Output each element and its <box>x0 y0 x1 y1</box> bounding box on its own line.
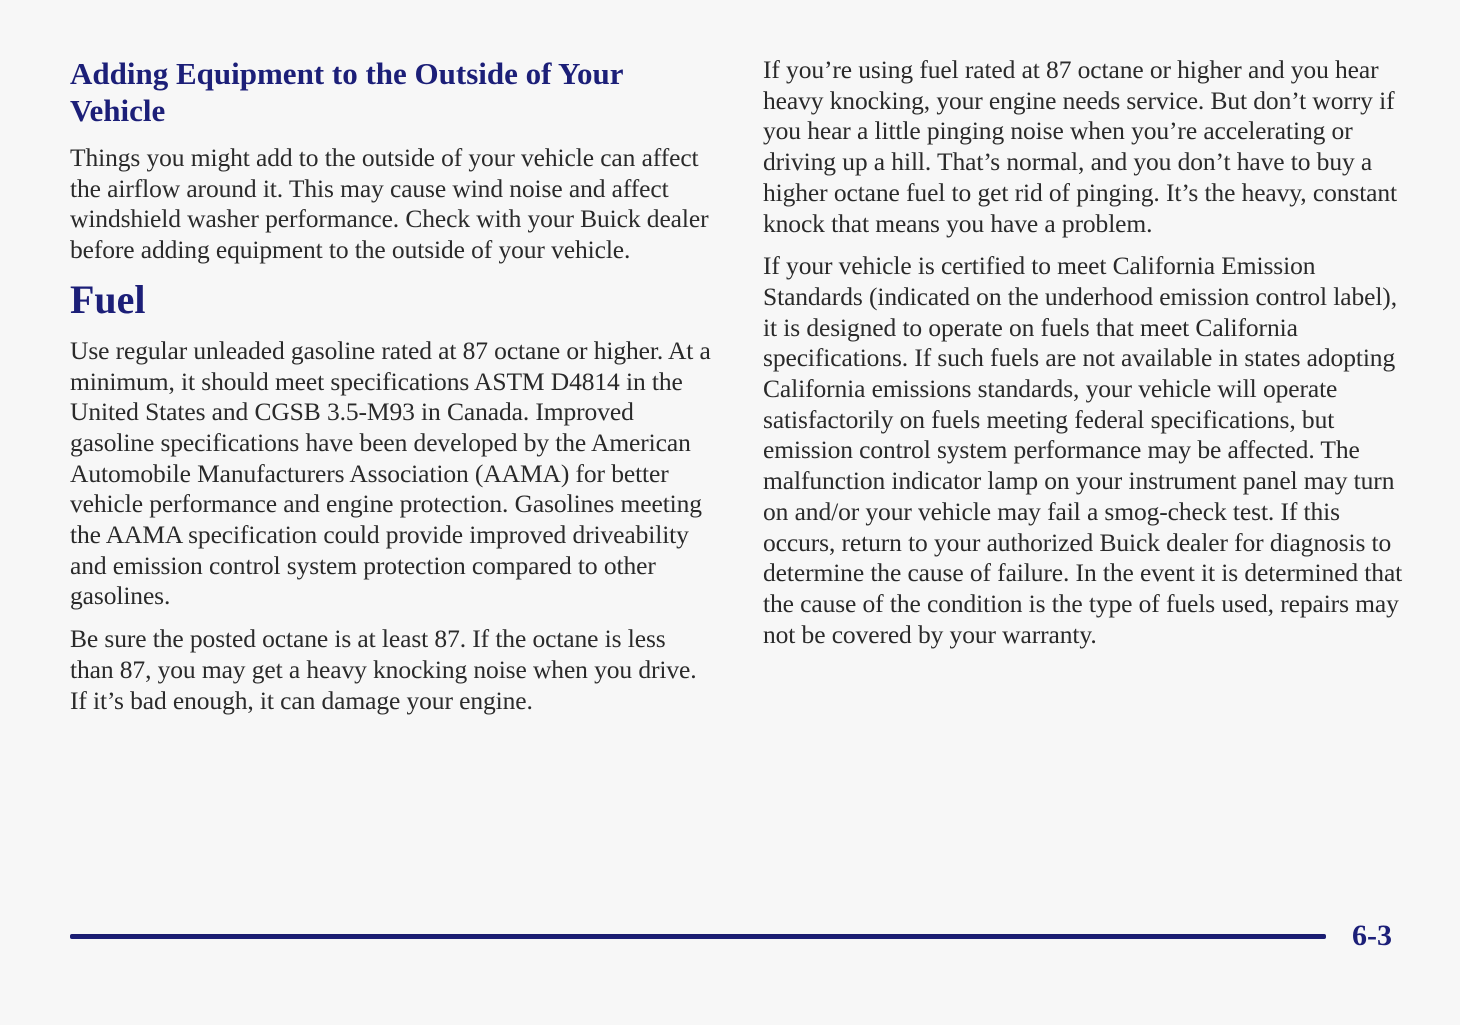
page-number: 6-3 <box>1352 919 1392 952</box>
fuel-heading: Fuel <box>70 276 146 322</box>
equipment-heading: Adding Equipment to the Outside of Your Vehicle <box>70 56 623 128</box>
right-column <box>763 55 1408 662</box>
fuel-paragraph-1: Use regular unleaded gasoline rated at 87 octane or higher. At a minimum, it should meet specifications ASTM D4814 in the United States and CGSB 3.5-M93 in Canada. Improved gasoline specifications have been developed by the American Automobile Manufacturers Association (AAMA) for better vehicle performance and engine protection. Gasolines meeting the AAMA specification could provide improved driveability and emission control system protection compared to other gasolines. <box>70 335 711 611</box>
california-paragraph: If your vehicle is certified to meet California Emission Standards (indicated on the underhood emission control label), it is designed to operate on fuels that meet California specifications. If such fuels are not available in states adopting California emissions standards, your vehicle will operate satisfactorily on fuels meeting federal specifications, but emission control system performance may be affected. The malfunction indicator lamp on your instrument panel may turn on and/or your vehicle may fail a smog-check test. If this occurs, return to your authorized Buick dealer for diagnosis to determine the cause of failure. In the event it is determined that the cause of the condition is the type of fuels used, repairs may not be covered by your warranty. <box>763 251 1403 649</box>
equipment-paragraph: Things you might add to the outside of your vehicle can affect the airflow around it. This may cause wind noise and affect windshield washer performance. Check with your Buick dealer before adding equipment to the outside of your vehicle. <box>70 143 709 265</box>
knocking-paragraph: If you’re using fuel rated at 87 octane or higher and you hear heavy knocking, your engine needs service. But don’t worry if you hear a little pinging noise when you’re accelerating or driving up a hill. That’s normal, and you don’t have to buy a higher octane fuel to get rid of pinging. It’s the heavy, constant knock that means you have a problem. <box>763 55 1398 238</box>
fuel-paragraph-2: Be sure the posted octane is at least 87. If the octane is less than 87, you may get a heavy knocking noise when you drive. If it’s bad enough, it can damage your engine. <box>70 624 697 715</box>
left-column <box>70 55 715 728</box>
footer-rule <box>70 934 1326 939</box>
